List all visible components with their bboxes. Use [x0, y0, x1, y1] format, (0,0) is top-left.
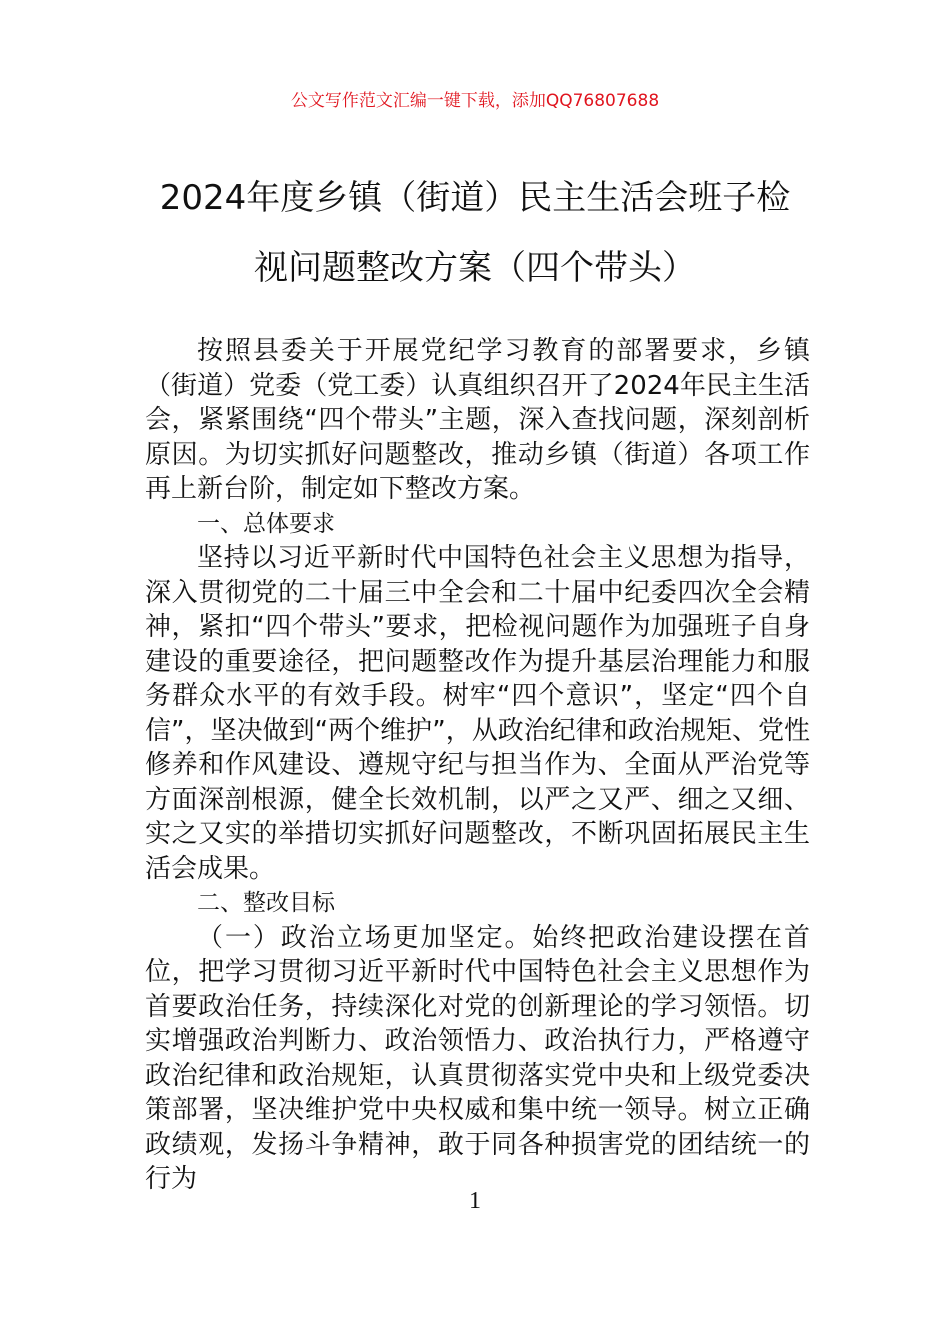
- page-number: 1: [469, 1188, 481, 1214]
- intro-paragraph: 按照县委关于开展党纪学习教育的部署要求，乡镇（街道）党委（党工委）认真组织召开了2024年民主生活会，紧紧围绕“四个带头”主题，深入查找问题，深刻剖析原因。为切实抓好问题整改，推动乡镇（街道）各项工作再上新台阶，制定如下整改方案。: [145, 336, 810, 504]
- goal-1-paragraph: （一）政治立场更加坚定。始终把政治建设摆在首位，把学习贯彻习近平新时代中国特色社会主义思想作为首要政治任务，持续深化对党的创新理论的学习领悟。切实增强政治判断力、政治领悟力、政治执行力，严格遵守政治纪律和政治规矩，认真贯彻落实党中央和上级党委决策部署，坚决维护党中央权威和集中统一领导。树立正确政绩观，发扬斗争精神，敢于同各种损害党的团结统一的行为: [145, 922, 810, 1194]
- download-promo-note: 公文写作范文汇编一键下载，添加QQ76807688: [290, 91, 660, 111]
- section-heading-general-requirements: 一、总体要求: [197, 510, 335, 537]
- document-title-line-1: 2024年度乡镇（街道）民主生活会班子检: [159, 178, 791, 218]
- document-body: [145, 334, 810, 1197]
- document-title-line-2: 视问题整改方案（四个带头）: [254, 248, 696, 288]
- general-requirements-paragraph: 坚持以习近平新时代中国特色社会主义思想为指导，深入贯彻党的二十届三中全会和二十届中纪委四次全会精神，紧扣“四个带头”要求，把检视问题作为加强班子自身建设的重要途径，把问题整改作为提升基层治理能力和服务群众水平的有效手段。树牢“四个意识”，坚定“四个自信”，坚决做到“两个维护”，从政治纪律和政治规矩、党性修养和作风建设、遵规守纪与担当作为、全面从严治党等方面深剖根源，健全长效机制，以严之又严、细之又细、实之又实的举措切实抓好问题整改，不断巩固拓展民主生活会成果。: [145, 543, 810, 884]
- section-heading-rectification-goals: 二、整改目标: [197, 890, 335, 916]
